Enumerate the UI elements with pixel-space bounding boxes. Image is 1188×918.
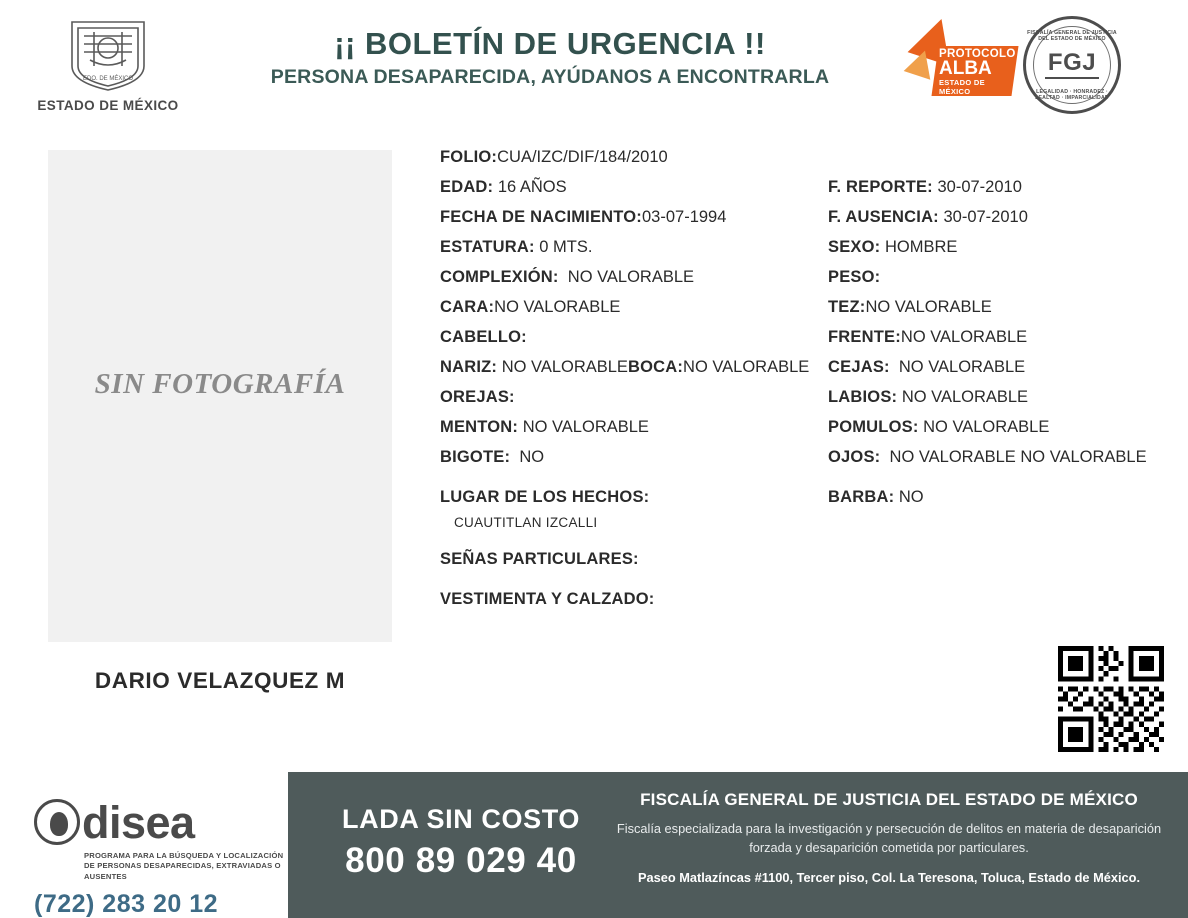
field-cabello-label: CABELLO: xyxy=(440,328,527,346)
field-lugar-hechos xyxy=(440,482,830,512)
data-column-left xyxy=(440,142,830,614)
field-folio xyxy=(440,142,830,172)
field-pomulos xyxy=(828,412,1188,442)
field-orejas-label: OREJAS: xyxy=(440,388,515,406)
field-lugar-hechos-label: LUGAR DE LOS HECHOS: xyxy=(440,488,650,506)
field-cara-label: CARA: xyxy=(440,298,495,316)
field-labios-value: NO VALORABLE xyxy=(901,388,1029,406)
field-fecha-ausencia-value: 30-07-2010 xyxy=(943,208,1028,226)
field-orejas xyxy=(440,382,830,412)
estado-de-mexico-crest xyxy=(28,14,188,113)
bulletin-subtitle: PERSONA DESAPARECIDA, AYÚDANOS A ENCONTRARLA xyxy=(270,65,830,88)
field-lugar-hechos-value: CUAUTITLAN IZCALLI xyxy=(454,515,598,530)
field-bigote xyxy=(440,442,830,472)
disea-logo-row xyxy=(34,796,284,848)
field-ojos-label: OJOS: xyxy=(828,448,881,466)
fiscalia-description: Fiscalía especializada para la investigación y persecución de delitos en materia de desaparición forzada y desaparición cometida por particulares. xyxy=(616,821,1162,855)
field-barba xyxy=(828,482,1188,512)
field-labios-label: LABIOS: xyxy=(828,388,898,406)
field-frente xyxy=(828,322,1188,352)
field-estatura xyxy=(440,232,830,262)
disea-wordmark: disea xyxy=(82,796,195,848)
field-complexion-value: NO VALORABLE xyxy=(567,268,695,286)
qr-code xyxy=(1058,646,1164,752)
alba-text-group xyxy=(939,48,1017,96)
data-column-right xyxy=(828,172,1188,512)
fgj-letters: FGJ xyxy=(1047,49,1097,76)
field-cabello xyxy=(440,322,830,352)
field-bigote-value: NO xyxy=(519,448,545,466)
field-fecha-reporte-value: 30-07-2010 xyxy=(937,178,1022,196)
field-folio-label: FOLIO: xyxy=(440,148,498,166)
field-pomulos-label: POMULOS: xyxy=(828,418,919,436)
field-senas-particulares xyxy=(440,544,830,574)
field-barba-label: BARBA: xyxy=(828,488,895,506)
field-sexo-value: HOMBRE xyxy=(884,238,958,256)
footer-panel xyxy=(288,772,1188,918)
field-cara-value: NO VALORABLE xyxy=(494,298,621,316)
svg-text:EDO. DE MÉXICO: EDO. DE MÉXICO xyxy=(82,76,134,82)
field-tez xyxy=(828,292,1188,322)
alba-line-1: PROTOCOLO xyxy=(939,48,1016,60)
field-fecha-nacimiento xyxy=(440,202,830,232)
field-tez-label: TEZ: xyxy=(828,298,866,316)
field-labios xyxy=(828,382,1188,412)
fgj-band-top-text: FISCALÍA GENERAL DE JUSTICIA DEL ESTADO DE MÉXICO xyxy=(1027,30,1117,42)
field-menton xyxy=(440,412,830,442)
fgj-seal-logo xyxy=(1023,16,1121,114)
fiscalia-block xyxy=(606,790,1172,888)
alba-line-2: ALBA xyxy=(939,58,992,79)
field-menton-value: NO VALORABLE xyxy=(522,418,649,436)
lada-block xyxy=(316,804,606,881)
photo-frame xyxy=(48,150,392,642)
field-senas-particulares-label: SEÑAS PARTICULARES: xyxy=(440,550,639,568)
field-fecha-reporte xyxy=(828,172,1188,202)
field-pomulos-value: NO VALORABLE xyxy=(923,418,1050,436)
field-fecha-ausencia-label: F. AUSENCIA: xyxy=(828,208,939,226)
crest-caption: ESTADO DE MÉXICO xyxy=(37,98,179,113)
field-barba-value: NO xyxy=(898,488,924,506)
field-frente-label: FRENTE: xyxy=(828,328,901,346)
field-tez-value: NO VALORABLE xyxy=(865,298,992,316)
field-menton-label: MENTON: xyxy=(440,418,519,436)
field-estatura-value: 0 MTS. xyxy=(539,238,593,256)
field-complexion xyxy=(440,262,830,292)
field-vestimenta-calzado xyxy=(440,584,830,614)
photo-placeholder-text: SIN FOTOGRAFÍA xyxy=(94,368,346,400)
document-header xyxy=(0,0,1188,128)
field-boca-label: BOCA: xyxy=(627,358,684,376)
field-cara xyxy=(440,292,830,322)
alba-line-3: ESTADO DE MÉXICO xyxy=(939,78,985,97)
field-sexo-label: SEXO: xyxy=(828,238,881,256)
fiscalia-title: FISCALÍA GENERAL DE JUSTICIA DEL ESTADO DE MÉXICO xyxy=(640,790,1138,809)
field-peso-label: PESO: xyxy=(828,268,881,286)
bulletin-title: ¡¡ BOLETÍN DE URGENCIA !! xyxy=(334,26,766,61)
lada-number: 800 89 029 40 xyxy=(345,841,577,880)
field-edad-value: 16 AÑOS xyxy=(497,178,567,196)
field-peso xyxy=(828,262,1188,292)
disea-phone: (722) 283 20 12 xyxy=(34,889,219,918)
document-footer xyxy=(0,772,1188,918)
field-folio-value: CUA/IZC/DIF/184/2010 xyxy=(497,148,668,166)
field-fecha-ausencia xyxy=(828,202,1188,232)
field-estatura-label: ESTATURA: xyxy=(440,238,535,256)
field-cejas xyxy=(828,352,1188,382)
field-nariz-value: NO VALORABLE xyxy=(501,358,628,376)
field-ojos xyxy=(828,442,1188,472)
field-cejas-label: CEJAS: xyxy=(828,358,890,376)
coat-of-arms-icon xyxy=(60,14,156,94)
field-nariz-label: NARIZ: xyxy=(440,358,498,376)
field-sexo xyxy=(828,232,1188,262)
fiscalia-address: Paseo Matlazíncas #1100, Tercer piso, Col. La Teresona, Toluca, Estado de México. xyxy=(637,870,1141,886)
protocolo-alba-logo xyxy=(905,16,1015,112)
field-edad xyxy=(440,172,830,202)
field-frente-value: NO VALORABLE xyxy=(900,328,1028,346)
field-fecha-reporte-label: F. REPORTE: xyxy=(828,178,933,196)
disea-subtitle: PROGRAMA PARA LA BÚSQUEDA Y LOCALIZACIÓN DE PERSONAS DESAPARECIDAS, EXTRAVIADAS O AUSENTES xyxy=(84,851,284,881)
photo-block xyxy=(48,150,392,694)
fgj-core xyxy=(1045,51,1099,79)
field-bigote-label: BIGOTE: xyxy=(440,448,511,466)
disea-person-icon xyxy=(34,799,80,845)
field-fecha-nacimiento-label: FECHA DE NACIMIENTO: xyxy=(440,208,642,226)
disea-logo-block xyxy=(34,796,284,918)
field-nariz-boca xyxy=(440,352,830,382)
fgj-band-bottom-text: LEGALIDAD · HONRADEZ · LEALTAD · IMPARCIALIDAD xyxy=(1035,89,1109,101)
field-cejas-value: NO VALORABLE xyxy=(898,358,1026,376)
field-complexion-label: COMPLEXIÓN: xyxy=(440,268,559,286)
field-fecha-nacimiento-value: 03-07-1994 xyxy=(642,208,727,226)
header-title-group xyxy=(190,26,910,89)
field-edad-label: EDAD: xyxy=(440,178,494,196)
fgj-rule xyxy=(1045,77,1099,79)
person-name: DARIO VELAZQUEZ M xyxy=(94,668,346,693)
field-ojos-value: NO VALORABLE NO VALORABLE xyxy=(889,448,1147,466)
field-boca-value: NO VALORABLE xyxy=(683,358,810,376)
lada-title: LADA SIN COSTO xyxy=(342,804,580,834)
field-vestimenta-calzado-label: VESTIMENTA Y CALZADO: xyxy=(440,590,655,608)
